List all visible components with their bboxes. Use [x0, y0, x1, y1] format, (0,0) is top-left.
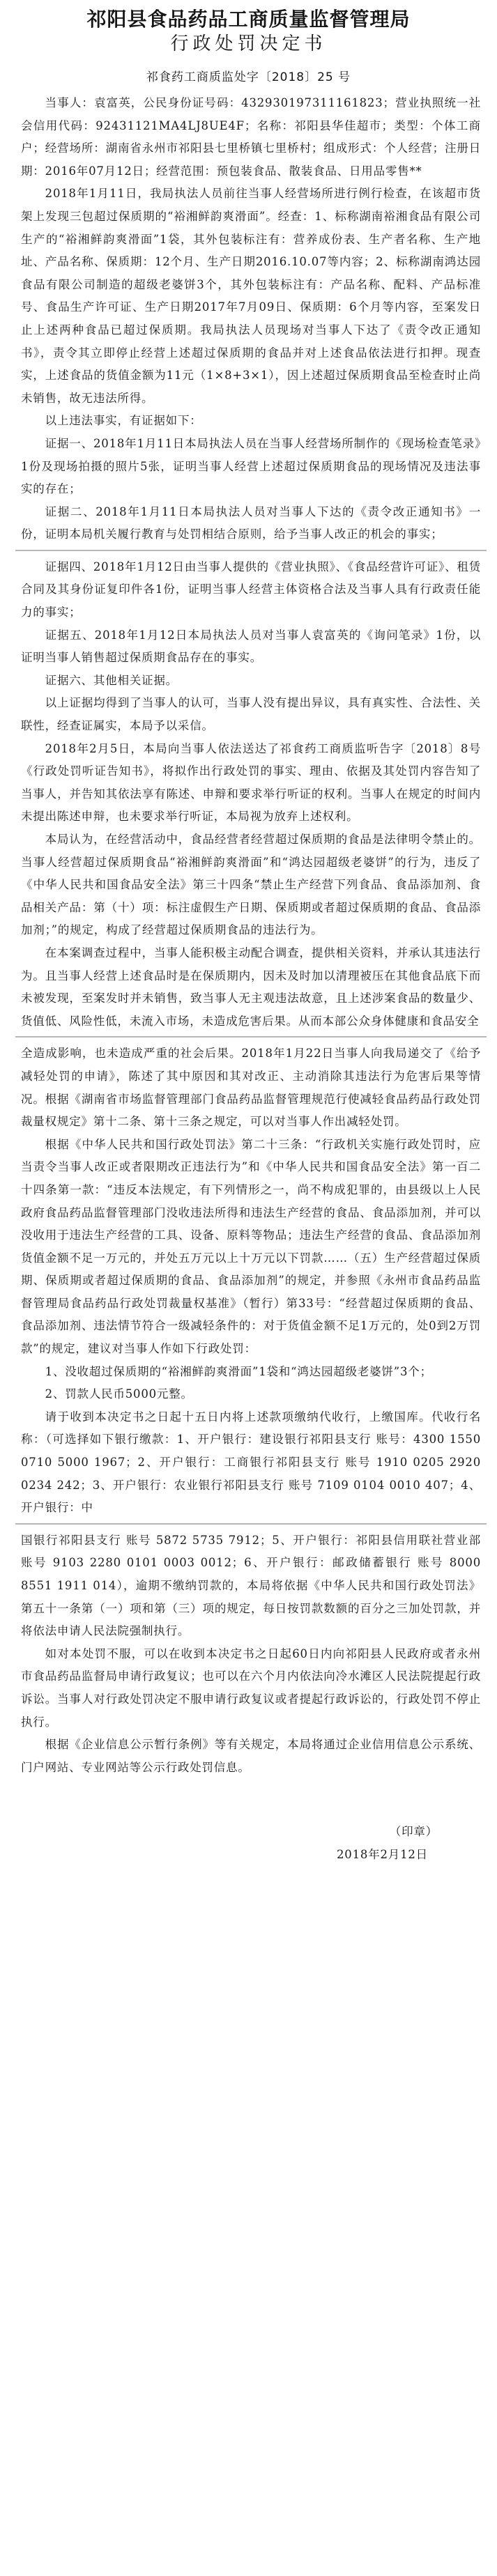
penalty-item: 2、罚款人民币5000元整。 [45, 1387, 193, 1401]
page-seam [15, 550, 487, 551]
appeal-rights-paragraph: 如对本处罚不服，可以在收到本决定书之日起60日内向祁阳县人民政府或者永州市食品药品监督局申请行政复议；也可以在六个月内依法向冷水滩区人民法院提起行政诉讼。当事人对行政处罚决定不服申请行政复议或者提起行政诉讼的，行政处罚不停止执行。 [21, 1646, 481, 1729]
agency-title: 祁阳县食品药品工商质量监督管理局 [86, 8, 411, 31]
evidence-item: 证据六、其他相关证据。 [45, 673, 178, 687]
evidence-acceptance-paragraph: 以上证据均得到了当事人的认可，当事人没有提出异议，具有真实性、合法性、关联性，经查证属实，本局予以采信。 [21, 696, 481, 733]
evidence-item: 证据四、2018年1月12日由当事人提供的《营业执照》、《食品经营许可证》、租赁合同及其身份证复印件各1份，证明当事人经营主体资格合法及当事人具有行政责任能力的事实； [21, 560, 481, 619]
case-facts-paragraph: 2018年1月11日，我局执法人员前往当事人经营场所进行例行检查，在该超市货架上发现三包超过保质期的“裕湘鲜韵爽滑面”。经查：1、标称湖南裕湘食品有限公司生产的“裕湘鲜韵爽滑面”1袋，其外包装标注有：营养成份表、生产者名称、生产地址、产品名称、保质期：12个月、生产日期2016.10.07等内容；2、标称湖南鸿达园食品有限公司制造的超级老婆饼3个，其外包装标注有：产品名称、配料、产品标准号、食品生产许可证、生产日期2017年7月09日、保质期：6个月等内容，至案发日止上述两种食品已超过保质期。我局执法人员现场对当事人下达了《责令改正通知书》，责令其立即停止经营上述超过保质期的食品并对上述食品依法进行扣押。现查实，上述食品的货值金额为11元（1×8+3×1），因上述超过保质期食品至检查时止尚未销售，故无违法所得。 [21, 187, 481, 405]
party-info-paragraph: 当事人：袁富英，公民身份证号码：432930197311161823；营业执照统一社会信用代码：92431121MA4LJ8UE4F；名称：祁阳县华佳超市；类型：个体工商户；经营场所：湖南省永州市祁阳县七里桥镇七里桥村；组成形式：个人经营；注册日期：2016年07月12日；经营范围：预包装食品、散装食品、日用品零售** [21, 96, 481, 178]
seal-note: （印章） [389, 1825, 438, 1839]
evidence-item: 证据一、2018年1月11日本局执法人员在当事人经营场所制作的《现场检查笔录》1份及现场拍摄的照片5张，证明当事人经营上述超过保质期食品的现场情况及违法事实的存在； [21, 436, 481, 496]
document-date: 2018年2月12日 [337, 1847, 428, 1861]
page-seam [15, 1523, 487, 1525]
mitigation-paragraph: 在本案调查过程中，当事人能积极主动配合调查，提供相关资料，并承认其违法行为。且当事人经营上述食品时是在保质期内，因未及时加以清理被压在其他食品底下而未被发现，至案发时并未销售，致当事人无主观违法故意，且上述涉案食品的数量少、货值低、风险性低，未流入市场，未造成危害后果。从而本部公众身体健康和食品安全 [21, 946, 481, 1028]
payment-banks-paragraph: 国银行祁阳县支行 账号 5872 5735 7912；5、开户银行：祁阳县信用联社营业部 账号 9103 2280 0101 0003 0012；6、开户银行：邮政储蓄银行 账号 8000 8551 1911 014），逾期不缴纳罚款的，本局将依据《中华人民共和国行政处罚法》第五十一条第（一）项和第（三）项的规定，每日按罚款数额的百分之三加处罚款，并将依法申请人民法院强制执行。 [21, 1533, 481, 1638]
legal-analysis-paragraph: 本局认为，在经营活动中，食品经营者经营超过保质期的食品是法律明令禁止的。当事人经营超过保质期食品“裕湘鲜韵爽滑面”和“鸿达园超级老婆饼”的行为，违反了《中华人民共和国食品安全法》第三十四条“禁止生产经营下列食品、食品添加剂、食品相关产品：第（十）项：标注虚假生产日期、保质期或者超过保质期的食品、食品添加剂；”的规定，构成了经营超过保质期食品的违法行为。 [21, 833, 481, 937]
evidence-intro: 以上违法事实，有证据如下： [45, 414, 202, 428]
penalty-item: 1、没收超过保质期的“裕湘鲜韵爽滑面”1袋和“鸿达园超级老婆饼”3个； [45, 1364, 432, 1378]
payment-instructions-paragraph: 请于收到本决定书之日起十五日内将上述款项缴纳代收行，上缴国库。代收行名称：（可选择如下银行缴款：1、开户银行：建设银行祁阳县支行 账号：4300 1550 0710 5000 1967；2、开户银行：工商银行祁阳县支行 账号 1910 0205 2920 0234 242；3、开户银行：农业银行祁阳县支行 账号 7109 0104 0010 407；4、开户银行：中 [21, 1410, 481, 1515]
legal-basis-paragraph: 根据《中华人民共和国行政处罚法》第二十三条：“行政机关实施行政处罚时，应当责令当事人改正或者限期改正违法行为”和《中华人民共和国食品安全法》第一百二十四条第一款：“违反本法规定，有下列情形之一，尚不构成犯罪的，由县级以上人民政府食品药品监督管理部门没收违法所得和违法生产经营的食品、食品添加剂，并可以没收用于违法生产经营的工具、设备、原料等物品；违法生产经营的食品、食品添加剂货值金额不足一万元的，并处五万元以上十万元以下罚款……（五）生产经营超过保质期、保质期或者超过保质期的食品、食品添加剂”的规定，并参照《永州市食品药品监督管理局食品药品行政处罚裁量权基准》（暂行）第33号：“经营超过保质期的食品、食品添加剂、违法情节符合一级减轻条件的：对于货值金额不足1万元的，处0到2万罚款”的规定，建议对当事人作如下行政处罚： [21, 1137, 481, 1356]
evidence-item: 证据二、2018年1月11日本局执法人员对当事人下达的《责令改正通知书》一份，证明本局机关履行教育与处罚相结合原则，给予当事人改正的机会的事实； [21, 504, 481, 541]
document-number: 祁食药工商质监处字〔2018〕25 号 [146, 70, 351, 84]
page-seam [15, 1036, 487, 1038]
hearing-notice-paragraph: 2018年2月5日，本局向当事人依法送达了祁食药工商质监听告字〔2018〕8号《行政处罚听证告知书》，将拟作出行政处罚的事实、理由、依据及其处罚内容告知了当事人，并告知其依法享有陈述、申辩和要求举行听证的权利。当事人在规定的时间内未提出陈述申辩，也未要求举行听证，本局视为放弃上述权利。 [21, 741, 481, 824]
document-body [21, 92, 481, 1867]
mitigation-continued-paragraph: 全造成影响，也未造成严重的社会后果。2018年1月22日当事人向我局递交了《给予减轻处罚的申请》，陈述了其中原因和其对改正、主动消除其违法行为危害后果等情况。根据《湖南省市场监督管理部门食品药品监督管理规范行使减轻食品药品行政处罚裁量权规定》第十二条、第十三条之规定，可以对当事人作出减轻处罚。 [21, 1047, 481, 1129]
document-title: 行政处罚决定书 [170, 33, 327, 54]
publicity-paragraph: 根据《企业信息公示暂行条例》等有关规定，本局将通过企业信用信息公示系统、门户网站、专业网站等公示行政处罚信息。 [21, 1738, 481, 1774]
evidence-item: 证据五、2018年1月12日本局执法人员对当事人袁富英的《询问笔录》1份，以证明当事人销售超过保质期食品存在的事实。 [21, 628, 481, 665]
